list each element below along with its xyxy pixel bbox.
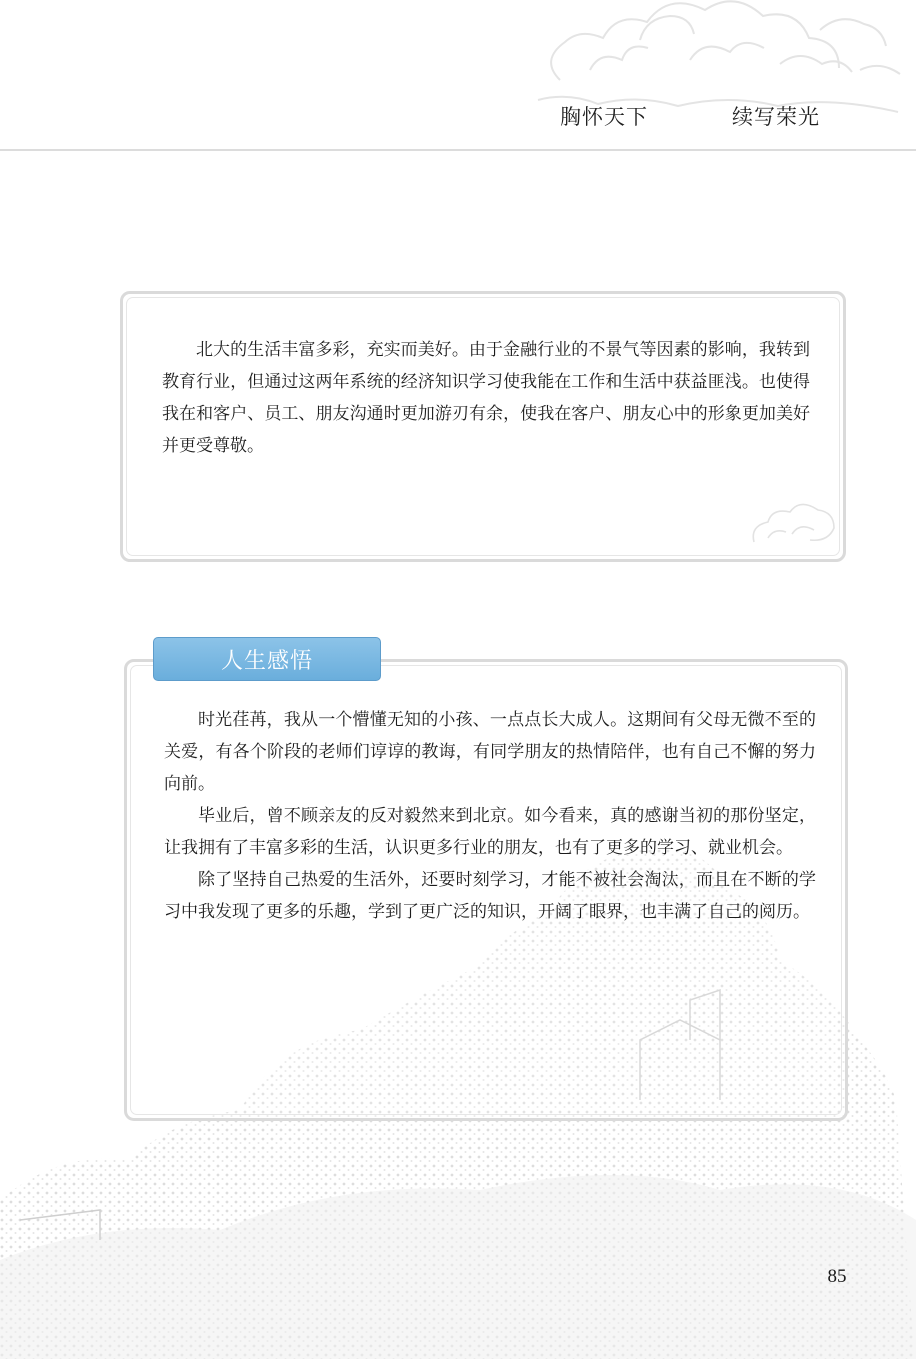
reflection-paragraph: 时光荏苒，我从一个懵懂无知的小孩、一点点长大成人。这期间有父母无微不至的关爱，有各个阶段的老师们谆谆的教诲，有同学朋友的热情陪伴，也有自己不懈的努力向前。 <box>164 710 816 794</box>
section-tab-reflection <box>153 637 381 681</box>
header-right-phrase: 续写荣光 <box>732 105 820 129</box>
page-number: 85 <box>827 1266 847 1287</box>
intro-paragraph: 北大的生活丰富多彩，充实而美好。由于金融行业的不景气等因素的影响，我转到教育行业，但通过这两年系统的经济知识学习使我能在工作和生活中获益匪浅。也使得我在和客户、员工、朋友沟通时更加游刃有余，使我在客户、朋友心中的形象更加美好并更受尊敬。 <box>162 340 810 456</box>
reflection-paragraph: 毕业后，曾不顾亲友的反对毅然来到北京。如今看来，真的感谢当初的那份坚定，让我拥有了丰富多彩的生活，认识更多行业的朋友，也有了更多的学习、就业机会。 <box>164 806 816 858</box>
cloud-ornament-small <box>746 498 840 558</box>
reflection-paragraph: 除了坚持自己热爱的生活外，还要时刻学习，才能不被社会淘汰，而且在不断的学习中我发现了更多的乐趣，学到了更广泛的知识，开阔了眼界，也丰满了自己的阅历。 <box>164 870 816 922</box>
header-left-phrase: 胸怀天下 <box>560 105 648 129</box>
section-tab-label: 人生感悟 <box>220 648 313 674</box>
reflection-body <box>164 704 816 928</box>
header-divider <box>0 149 916 151</box>
running-header <box>560 101 820 131</box>
